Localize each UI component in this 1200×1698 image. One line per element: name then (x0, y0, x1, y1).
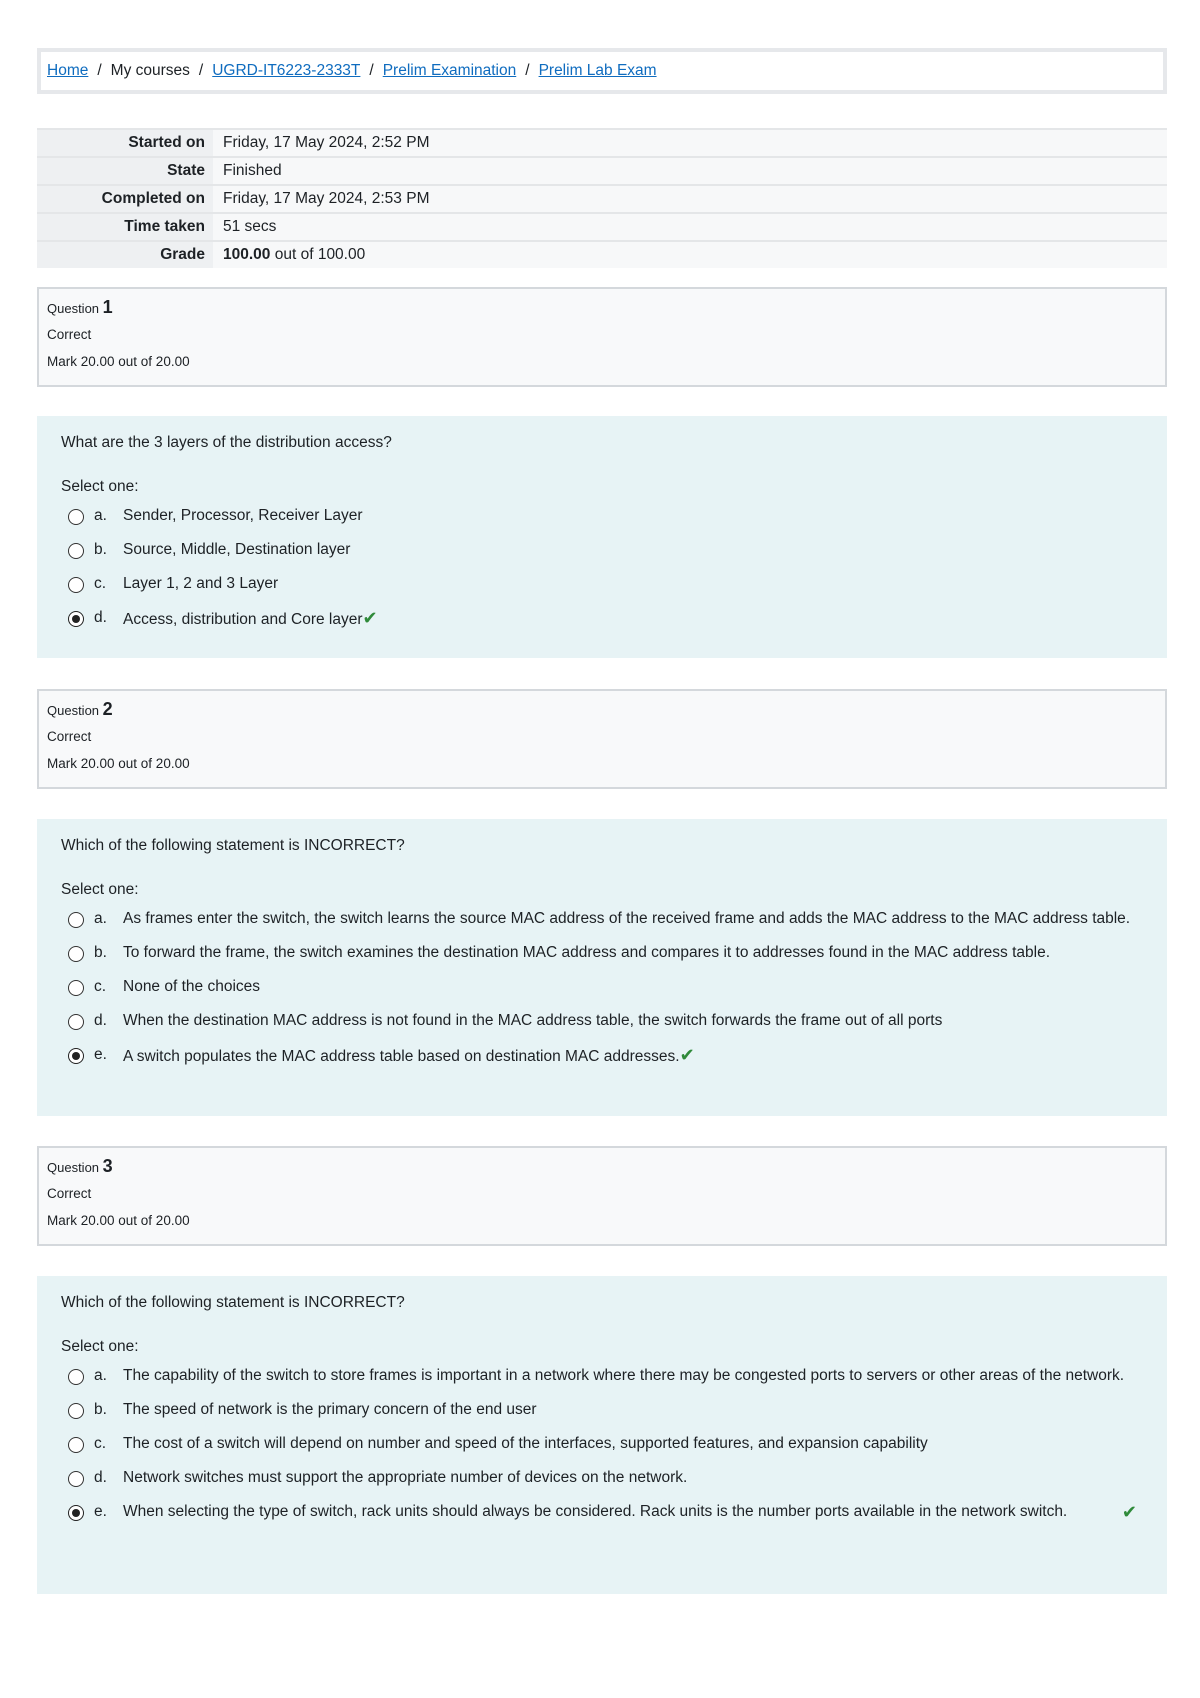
question-label: Question (47, 703, 100, 718)
question-text: What are the 3 layers of the distribution access? (61, 434, 392, 451)
started-on-value: Friday, 17 May 2024, 2:52 PM (213, 129, 1167, 157)
option-text: Network switches must support the appropriate number of devices on the network. (123, 1469, 688, 1486)
select-one-prompt: Select one: (61, 881, 139, 898)
radio-button[interactable] (68, 1437, 84, 1453)
attempt-summary-table (37, 128, 1167, 268)
correct-check-icon: ✔ (1121, 1502, 1137, 1522)
option-letter: e. (94, 1503, 107, 1520)
option-letter: d. (94, 1469, 107, 1486)
breadcrumb-my-courses: My courses (110, 62, 190, 79)
question-info-1 (37, 287, 1167, 387)
state-value: Finished (213, 157, 1167, 185)
option-letter: c. (94, 1435, 107, 1452)
answer-option[interactable] (61, 941, 1143, 965)
question-mark: Mark 20.00 out of 20.00 (47, 756, 190, 771)
breadcrumb-separator: / (369, 62, 374, 79)
breadcrumb-separator: / (97, 62, 102, 79)
option-letter: b. (94, 1401, 107, 1418)
radio-button-checked[interactable] (68, 1505, 84, 1521)
option-text (123, 606, 1143, 632)
radio-button[interactable] (68, 577, 84, 593)
grade-label: Grade (37, 241, 213, 268)
breadcrumb-section-link[interactable]: Prelim Examination (382, 62, 517, 79)
question-info-2 (37, 689, 1167, 789)
correct-check-icon: ✔ (679, 1045, 695, 1065)
state-label: State (37, 157, 213, 185)
breadcrumb-exam-link[interactable]: Prelim Lab Exam (538, 62, 657, 79)
question-formulation-2 (37, 819, 1167, 1116)
answer-option[interactable] (61, 538, 1143, 562)
summary-row-completed (37, 185, 1167, 213)
option-letter: d. (94, 609, 107, 626)
radio-button[interactable] (68, 980, 84, 996)
option-text-value: Access, distribution and Core layer (123, 611, 363, 628)
summary-row-grade (37, 241, 1167, 268)
question-number-value: 3 (102, 1156, 113, 1176)
summary-row-time (37, 213, 1167, 241)
option-letter: c. (94, 978, 107, 995)
time-taken-label: Time taken (37, 213, 213, 241)
answer-option[interactable] (61, 1364, 1143, 1388)
answer-option[interactable] (61, 975, 1143, 999)
question-number (47, 1156, 1157, 1177)
question-text: Which of the following statement is INCORRECT? (61, 837, 405, 854)
radio-button[interactable] (68, 1014, 84, 1030)
grade-out-of: out of 100.00 (274, 246, 366, 263)
question-state: Correct (47, 327, 92, 342)
option-letter: c. (94, 575, 107, 592)
breadcrumb-course-link[interactable]: UGRD-IT6223-2333T (212, 62, 361, 79)
time-taken-value: 51 secs (213, 213, 1167, 241)
answer-option-selected[interactable] (61, 606, 1143, 632)
option-letter: a. (94, 507, 107, 524)
option-text: Source, Middle, Destination layer (123, 541, 351, 558)
answer-option[interactable] (61, 907, 1143, 931)
answer-option[interactable] (61, 1466, 1143, 1490)
question-number-value: 1 (102, 297, 113, 317)
started-on-label: Started on (37, 129, 213, 157)
option-text: As frames enter the switch, the switch learns the source MAC address of the received frame and adds the MAC address to the MAC address table. (123, 910, 1131, 927)
question-text: Which of the following statement is INCORRECT? (61, 1294, 405, 1311)
option-text: None of the choices (123, 978, 261, 995)
option-letter: a. (94, 1367, 107, 1384)
radio-button[interactable] (68, 509, 84, 525)
option-text: When selecting the type of switch, rack units should always be considered. Rack units is the number ports available in the network switch. (123, 1503, 1068, 1520)
option-text: Sender, Processor, Receiver Layer (123, 507, 363, 524)
answer-option[interactable] (61, 572, 1143, 596)
option-text: The capability of the switch to store frames is important in a network where there may be congested ports to servers or other areas of the network. (123, 1367, 1125, 1384)
question-label: Question (47, 301, 100, 316)
answer-option-selected[interactable] (61, 1043, 1143, 1069)
breadcrumb-separator: / (525, 62, 530, 79)
summary-row-state (37, 157, 1167, 185)
radio-button[interactable] (68, 543, 84, 559)
question-formulation-3 (37, 1276, 1167, 1594)
breadcrumb-home-link[interactable]: Home (47, 62, 89, 79)
option-letter: b. (94, 541, 107, 558)
answer-option-selected[interactable] (61, 1500, 1143, 1524)
option-letter: b. (94, 944, 107, 961)
option-text: The speed of network is the primary concern of the end user (123, 1401, 537, 1418)
select-one-prompt: Select one: (61, 478, 139, 495)
completed-on-value: Friday, 17 May 2024, 2:53 PM (213, 185, 1167, 213)
option-letter: d. (94, 1012, 107, 1029)
grade-score: 100.00 (223, 246, 271, 263)
completed-on-label: Completed on (37, 185, 213, 213)
answer-option[interactable] (61, 1398, 1143, 1422)
select-one-prompt: Select one: (61, 1338, 139, 1355)
radio-button-checked[interactable] (68, 1048, 84, 1064)
question-label: Question (47, 1160, 100, 1175)
option-text: Layer 1, 2 and 3 Layer (123, 575, 279, 592)
option-text (123, 1043, 1143, 1069)
radio-button[interactable] (68, 1369, 84, 1385)
question-number-value: 2 (102, 699, 113, 719)
grade-value (213, 241, 1167, 268)
option-letter: a. (94, 910, 107, 927)
answer-option[interactable] (61, 1432, 1143, 1456)
question-formulation-1 (37, 416, 1167, 658)
question-info-3 (37, 1146, 1167, 1246)
option-text: To forward the frame, the switch examines the destination MAC address and compares it to addresses found in the MAC address table. (123, 944, 1051, 961)
breadcrumb-separator: / (198, 62, 204, 79)
option-letter: e. (94, 1046, 107, 1063)
option-text-value: A switch populates the MAC address table based on destination MAC addresses. (123, 1048, 680, 1065)
radio-button[interactable] (68, 912, 84, 928)
option-text: When the destination MAC address is not found in the MAC address table, the switch forwards the frame out of all ports (123, 1012, 943, 1029)
answer-option[interactable] (61, 1009, 1143, 1033)
summary-row-started (37, 129, 1167, 157)
answer-option[interactable] (61, 504, 1143, 528)
question-number (47, 699, 1157, 720)
radio-button[interactable] (68, 1471, 84, 1487)
radio-button[interactable] (68, 946, 84, 962)
question-state: Correct (47, 1186, 92, 1201)
correct-check-icon: ✔ (362, 608, 378, 628)
option-text: The cost of a switch will depend on number and speed of the interfaces, supported features, and expansion capability (123, 1435, 928, 1452)
question-state: Correct (47, 729, 92, 744)
question-mark: Mark 20.00 out of 20.00 (47, 354, 190, 369)
breadcrumb (37, 48, 1167, 94)
radio-button[interactable] (68, 1403, 84, 1419)
question-number (47, 297, 1157, 318)
radio-button-checked[interactable] (68, 611, 84, 627)
question-mark: Mark 20.00 out of 20.00 (47, 1213, 190, 1228)
